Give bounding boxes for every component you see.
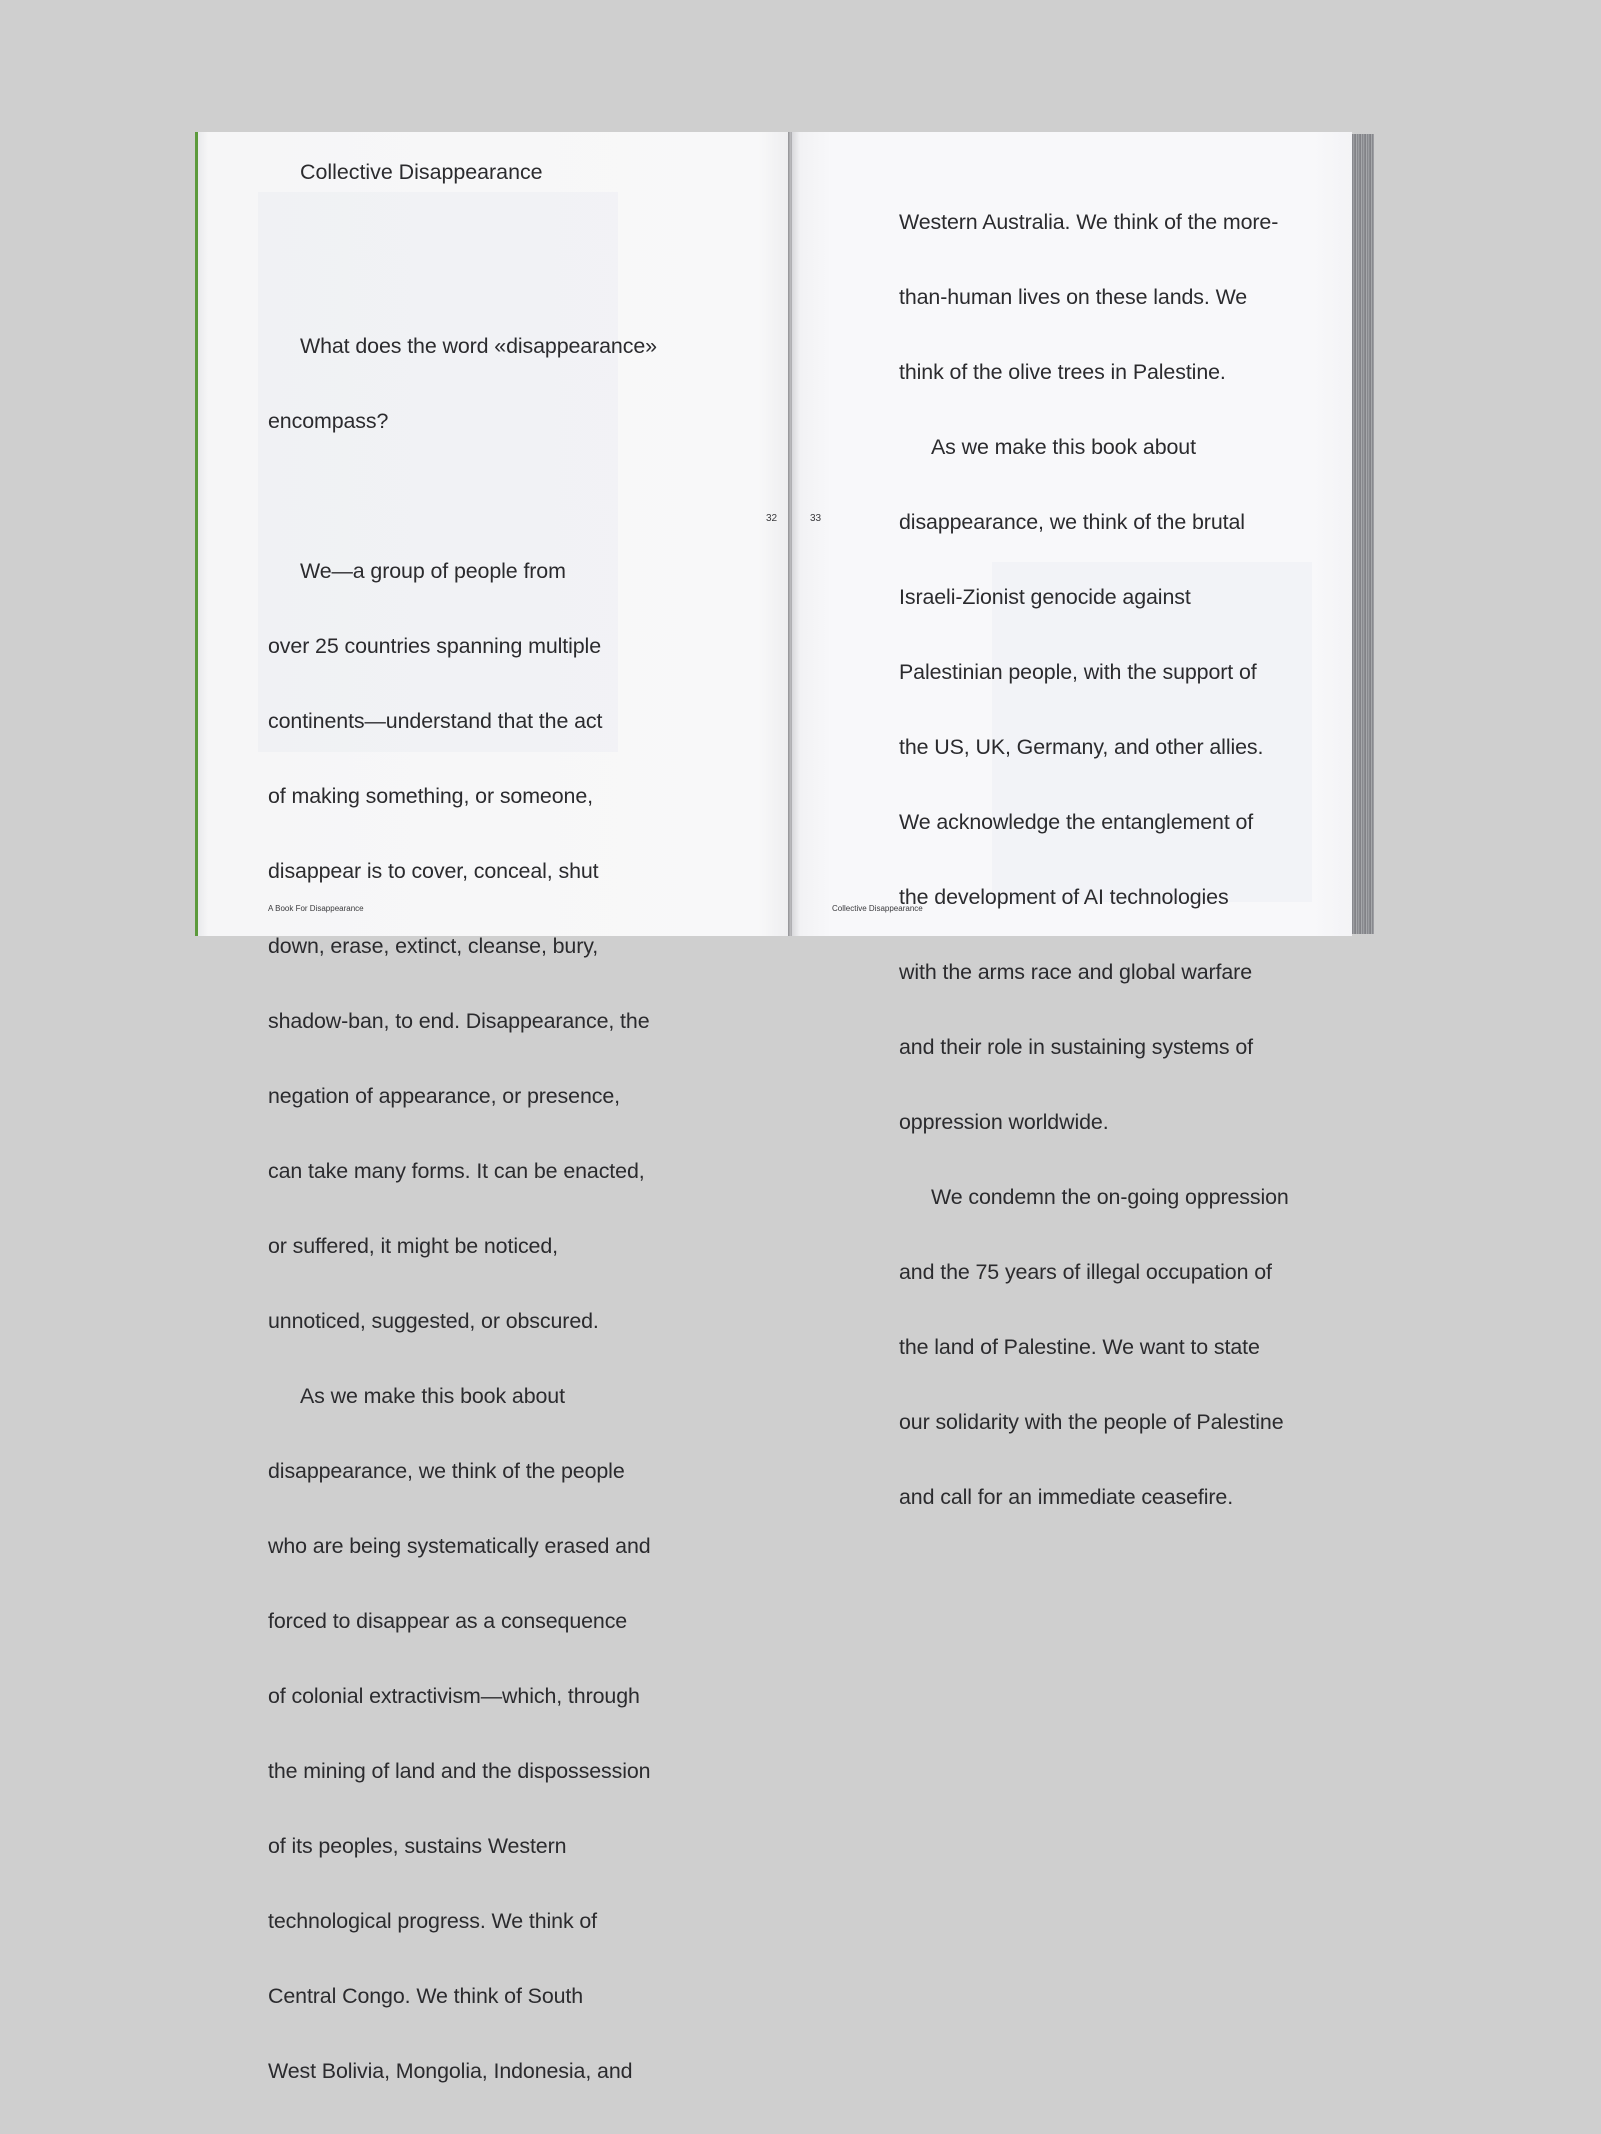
paragraph-2-line-8: negation of appearance, or presence, (268, 1084, 620, 1108)
paragraph-3-line-4: forced to disappear as a consequence (268, 1609, 628, 1633)
paragraph-3-line-6: the mining of land and the dispossession (268, 1759, 651, 1783)
paragraph-3-line-2: and the 75 years of illegal occupation of (899, 1260, 1272, 1284)
paragraph-3-line-1: We condemn the on-going oppression (931, 1185, 1289, 1209)
paragraph-2-line-8: with the arms race and global warfare (899, 960, 1252, 984)
paragraph-3-line-7: of its peoples, sustains Western (268, 1834, 567, 1858)
paragraph-2-line-1: We—a group of people from (300, 559, 566, 583)
paragraph-3-line-5: of colonial extractivism—which, through (268, 1684, 640, 1708)
paragraph-2-line-3: Israeli-Zionist genocide against (899, 585, 1191, 609)
paragraph-3-line-3: who are being systematically erased and (268, 1534, 651, 1558)
left-body-text (268, 284, 657, 2134)
paragraph-3-line-2: disappearance, we think of the people (268, 1459, 625, 1483)
right-page (792, 132, 1352, 1509)
paragraph-3-line-5: and call for an immediate ceasefire. (899, 1485, 1234, 1509)
paragraph-2-line-2: disappearance, we think of the brutal (899, 510, 1245, 534)
paragraph-3-line-1: As we make this book about (300, 1384, 565, 1408)
paragraph-2-line-4: of making something, or someone, (268, 784, 593, 808)
paragraph-2-line-2: over 25 countries spanning multiple (268, 634, 602, 658)
chapter-title: Collective Disappearance (300, 160, 543, 184)
paragraph-1-line-1: Western Australia. We think of the more- (899, 210, 1279, 234)
paragraph-3-line-9: Central Congo. We think of South (268, 1984, 584, 2008)
paragraph-2-line-9: and their role in sustaining systems of (899, 1035, 1253, 1059)
paragraph-3-line-10: West Bolivia, Mongolia, Indonesia, and (268, 2059, 633, 2083)
page-number-left: 32 (766, 513, 778, 524)
open-book (195, 132, 1379, 2083)
paragraph-3-line-8: technological progress. We think of (268, 1909, 598, 1933)
paragraph-2-line-6: down, erase, extinct, cleanse, bury, (268, 934, 599, 958)
paragraph-2-line-5: disappear is to cover, conceal, shut (268, 859, 599, 883)
paragraph-2-line-5: the US, UK, Germany, and other allies. (899, 735, 1264, 759)
paragraph-2-line-3: continents—understand that the act (268, 709, 603, 733)
paragraph-1-line-2: than-human lives on these lands. We (899, 285, 1248, 309)
right-body-text (899, 160, 1289, 1560)
paragraph-2-line-1: As we make this book about (931, 435, 1196, 459)
paragraph-2-line-11: unnoticed, suggested, or obscured. (268, 1309, 599, 1333)
left-page (195, 132, 789, 2083)
paragraph-2-line-9: can take many forms. It can be enacted, (268, 1159, 645, 1183)
paragraph-3-line-3: the land of Palestine. We want to state (899, 1335, 1260, 1359)
paragraph-2-line-7: the development of AI technologies (899, 885, 1229, 909)
paragraph-2-line-10: oppression worldwide. (899, 1110, 1109, 1134)
paragraph-2-line-10: or suffered, it might be noticed, (268, 1234, 558, 1258)
paragraph-2-line-4: Palestinian people, with the support of (899, 660, 1257, 684)
page-number-right: 33 (810, 513, 822, 524)
running-foot-left: A Book For Disappearance (268, 904, 364, 913)
paragraph-1-line-2: encompass? (268, 409, 389, 433)
paragraph-1-line-1: What does the word «disappearance» (300, 334, 657, 358)
paragraph-1-line-3: think of the olive trees in Palestine. (899, 360, 1226, 384)
paragraph-3-line-4: our solidarity with the people of Palestine (899, 1410, 1284, 1434)
paragraph-2-line-7: shadow-ban, to end. Disappearance, the (268, 1009, 650, 1033)
page-block-edges (1352, 134, 1374, 934)
paragraph-2-line-6: We acknowledge the entanglement of (899, 810, 1254, 834)
running-foot-right: Collective Disappearance (832, 904, 923, 913)
